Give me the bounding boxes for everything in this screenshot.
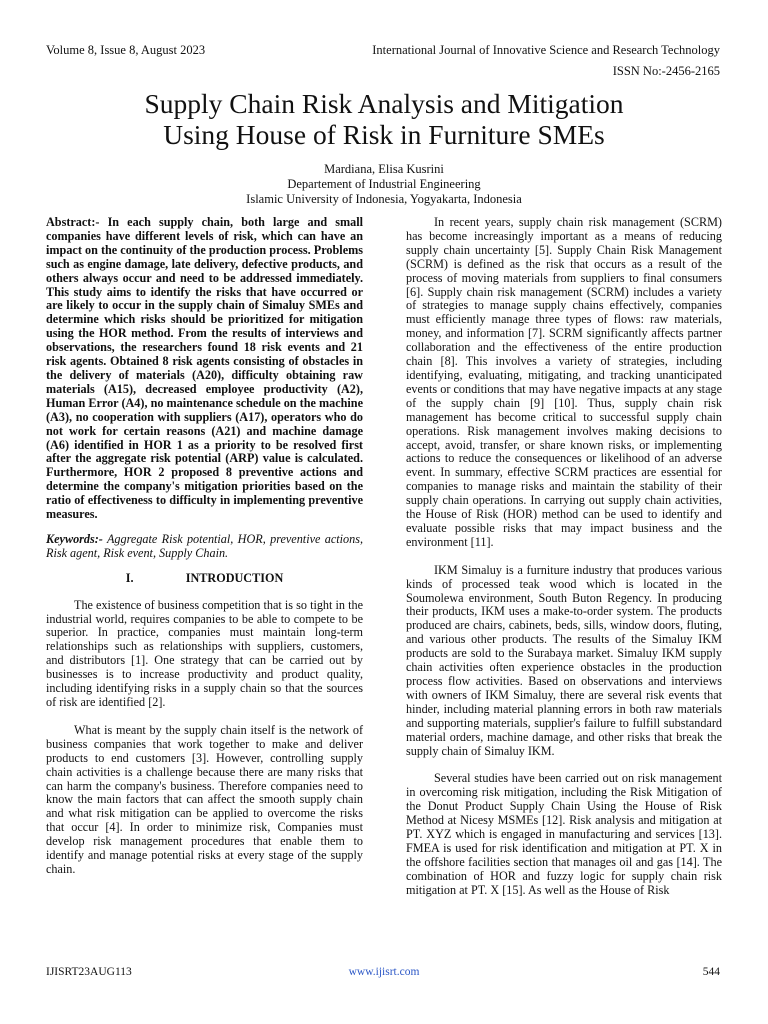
author-department: Departement of Industrial Engineering xyxy=(287,177,481,191)
footer-paper-code: IJISRT23AUG113 xyxy=(46,966,132,978)
section-heading xyxy=(46,572,363,586)
intro-paragraph-1: The existence of business competition that is so tight in the industrial world, requires companies to be able to compete to be superior. In practice, companies must maintain long-term relationships such as relationships with suppliers, customers, and distributors [1]. One strategy that can be carried out by businesses is to increase productivity and product quality, including identifying risks in a supply chain so that the sources of risk are identified [2]. xyxy=(46,597,363,709)
title-line-1: Supply Chain Risk Analysis and Mitigation xyxy=(144,88,624,119)
right-column xyxy=(406,216,722,898)
keywords-text: Aggregate Risk potential, HOR, preventive actions, Risk agent, Risk event, Supply Chain. xyxy=(46,531,363,560)
footer-page-number: 544 xyxy=(702,966,720,978)
section-title: INTRODUCTION xyxy=(185,570,284,585)
section-number: I. xyxy=(125,570,134,585)
right-paragraph-1: In recent years, supply chain risk management (SCRM) has become increasingly important as a means of reducing supply chain uncertainty [5]. Supply Chain Risk Management (SCRM) is defined as the risk that occurs as a result of the process of moving materials from suppliers to final consumers [6]. Supply chain risk management (SCRM) includes a variety of strategies to manage supply chains effectively, companies must efficiently manage three types of flows: raw materials, money, and information [7]. SCRM significantly affects partner collaboration and the effectiveness of the entire production chain [8]. This involves a variety of strategies, including identifying, evaluating, mitigating, and tracking unanticipated events or conditions that may have negative impacts at any stage of the supply chain [9] [10]. Thus, supply chain risk management has become critical to successful supply chain operations. Risk management involves making decisions to accept, avoid, transfer, or share known risks, or implementing actions to reduce the consequences or likelihood of an adverse event. In summary, effective SCRM practices are essential for companies to manage risks and maintain the stability of their supply chain operations. In carrying out supply chain activities, the House of Risk (HOR) method can be used to identify and evaluate possible risks that may impact business and the environment [11]. xyxy=(406,215,722,549)
journal-name: International Journal of Innovative Science and Research Technology xyxy=(372,43,720,57)
right-paragraph-2: IKM Simaluy is a furniture industry that produces various kinds of processed teak wood which is located in the Soumolewa environment, South Buton Regency. In producing their products, IKM uses a make-to-order system. The products produced are chairs, cabinets, beds, sills, window doors, fluting, and various other products. The results of the Simaluy IKM products are sold to the Surabaya market. Simaluy IKM supply chain activities often experience obstacles in the production process flow activities. Based on observations and interviews with owners of IKM Simaluy, there are several risk events that hinder, including material planning errors in both raw materials and supporting materials, supplier's failure to fulfill substandard material orders, machine damage, and other risks that break the supply chain of Simaluy IKM. xyxy=(406,562,722,758)
intro-paragraph-2: What is meant by the supply chain itself is the network of business companies that work together to make and deliver products to end customers [3]. However, controlling supply chain activities is a challenge because there are many risks that can harm the company's business. Therefore companies need to know the main factors that can affect the smooth supply chain and what risk mitigation can be applied to overcome the risks that occur [4]. In order to minimize risk, Companies must develop risk management procedures that enable them to identify and manage potential risks at every stage of the supply chain. xyxy=(46,722,363,876)
title-line-2: Using House of Risk in Furniture SMEs xyxy=(163,119,605,150)
right-paragraph-3: Several studies have been carried out on risk management in overcoming risk mitigation, including the Risk Mitigation of the Donut Product Supply Chain Using the House of Risk Method at Nicesy MSMEs [12]. Risk analysis and mitigation at PT. XYZ which is engaged in manufacturing and services [13]. FMEA is used for risk identification and mitigation at PT. X in the offshore facilities section that manages oil and gas [14]. The combination of HOR and fuzzy logic for supply chain risk mitigation at PT. X [15]. As well as the House of Risk xyxy=(406,771,722,897)
author-block xyxy=(100,162,668,207)
journal-volume: Volume 8, Issue 8, August 2023 xyxy=(46,43,206,57)
keywords-label: Keywords:- xyxy=(46,531,103,546)
abstract: Abstract:- In each supply chain, both large and small companies have different levels of risk, which can have an impact on the continuity of the production process. Problems such as engine damage, late delivery, defective products, and others always occur and need to be addressed immediately. This study aims to identify the risks that have occurred or are likely to occur in the supply chain of Simaluy SMEs and determine which risks should be prioritized for mitigation using the HOR method. From the results of interviews and observations, the researchers found 18 risk events and 21 risk agents. Obtained 8 risk agents consisting of obstacles in the delivery of materials (A20), difficulty obtaining raw materials (A15), decreased employee productivity (A2), Human Error (A4), no maintenance schedule on the machine (A3), no cooperation with suppliers (A17), operators who do not work for certain reasons (A21) and machine damage (A6) identified in HOR 1 as a priority to be resolved first after the aggregate risk potential (ARP) value is calculated. Furthermore, HOR 2 proposed 8 preventive actions and determine the company's mitigation priorities based on the ratio of effectiveness to difficulty in implementing preventive measures. xyxy=(46,215,363,522)
author-names: Mardiana, Elisa Kusrini xyxy=(324,162,444,176)
footer-website-link[interactable]: www.ijisrt.com xyxy=(348,966,420,978)
author-affiliation: Islamic University of Indonesia, Yogyakarta, Indonesia xyxy=(246,192,522,206)
keywords xyxy=(46,533,363,561)
journal-issn: ISSN No:-2456-2165 xyxy=(612,64,720,78)
left-column xyxy=(46,216,363,877)
paper-title xyxy=(40,88,728,150)
